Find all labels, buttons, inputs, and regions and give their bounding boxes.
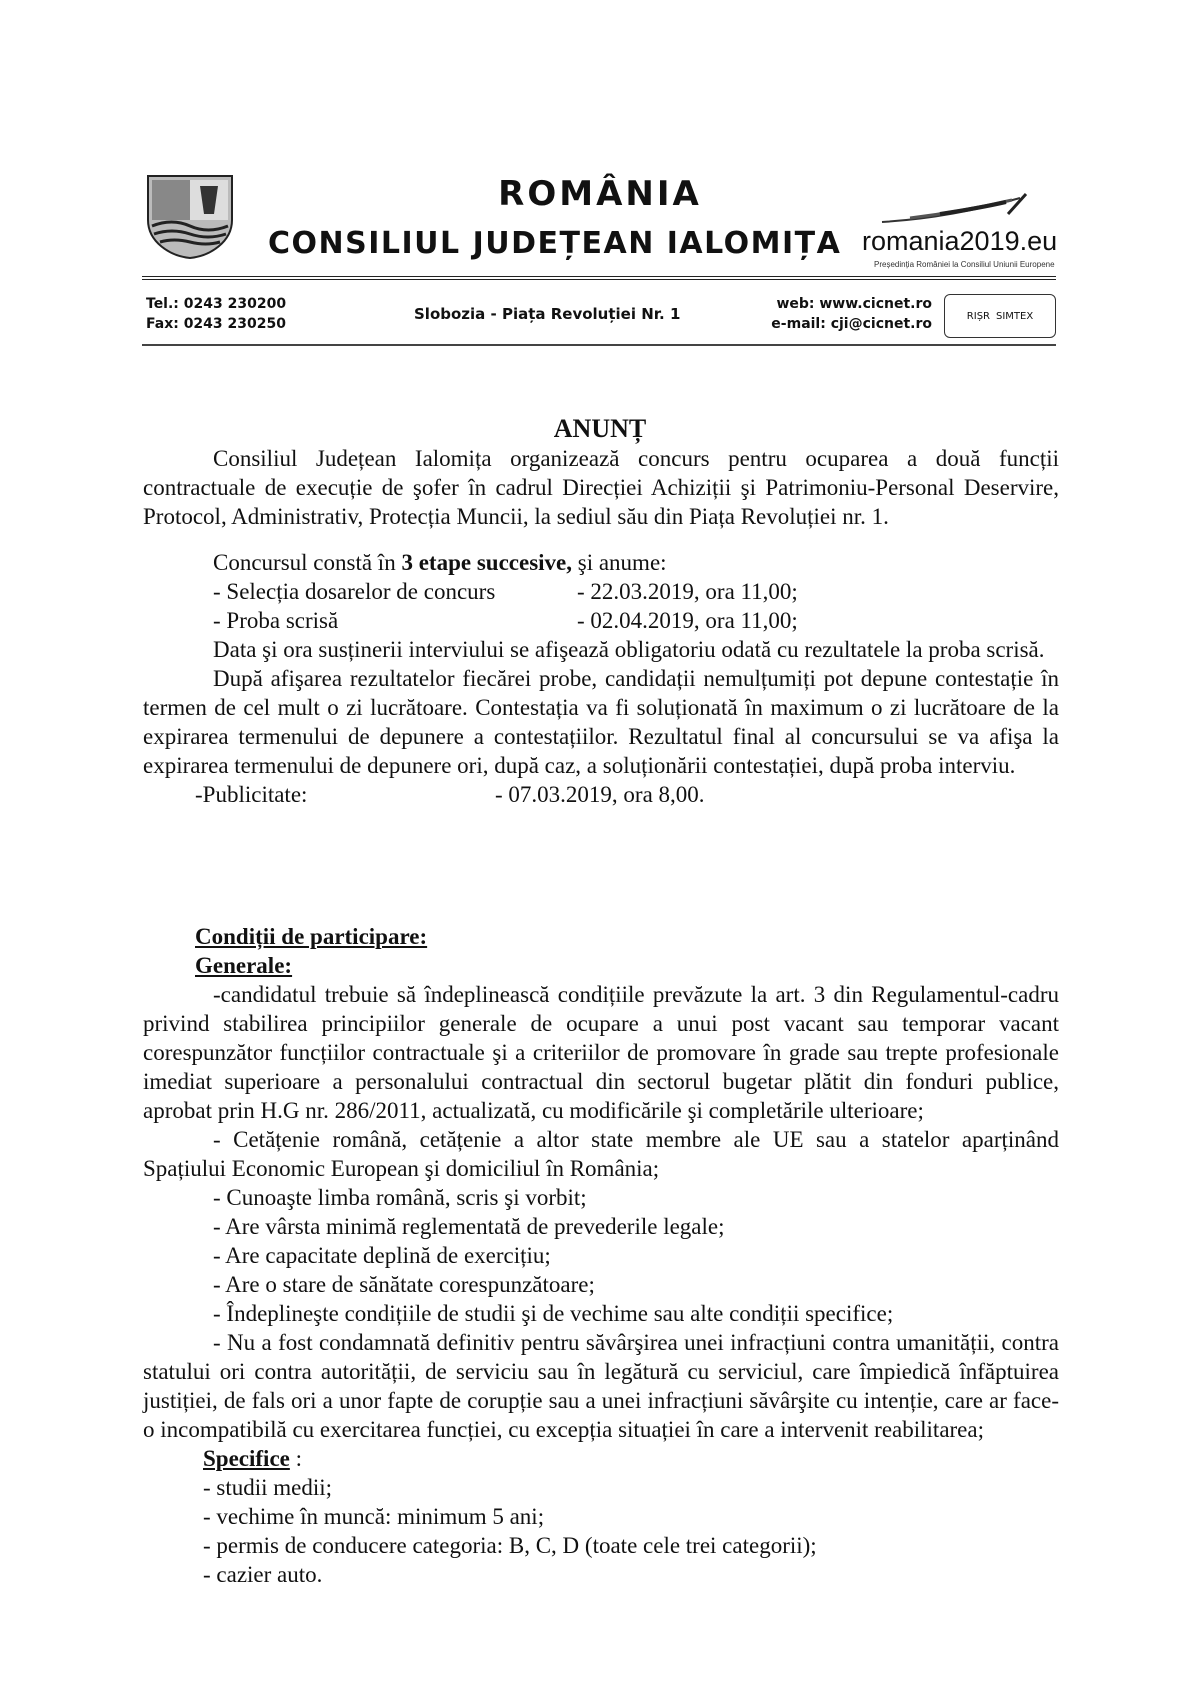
intro-block — [143, 444, 1059, 531]
interview-note: Data şi ora susținerii interviului se afişează obligatoriu odată cu rezultatele la proba scrisă. — [213, 637, 1045, 662]
stages-lead: Concursul constă în 3 etape succesive, şi anume: — [213, 550, 667, 575]
conditions-block — [143, 922, 1059, 1589]
general-condition: - Cetățenie română, cetățenie a altor state membre ale UE sau a statelor aparținând Spațiului Economic European şi domiciliul în România; — [143, 1127, 1059, 1181]
announcement-title: ANUNȚ — [553, 414, 647, 443]
phone-number: Tel.: 0243 230200 — [146, 296, 287, 312]
intro-paragraph: Consiliul Județean Ialomița organizează concurs pentru ocuparea a două funcții contractuale de execuție de şofer în cadrul Direcției Achiziții şi Patrimoniu-Personal Deservire, Protocol, Administrativ, Protecția Muncii, la sediul său din Piața Revoluției nr. 1. — [143, 446, 1059, 529]
phone-fax-block — [146, 294, 286, 334]
fax-number: Fax: 0243 230250 — [146, 316, 286, 332]
stage-date: - 22.03.2019, ora 11,00; — [577, 579, 798, 604]
stage-label: - Proba scrisă — [213, 608, 339, 633]
specific-condition: - cazier auto. — [203, 1562, 323, 1587]
stage-label: - Selecția dosarelor de concurs — [213, 579, 496, 604]
publicity-row — [143, 780, 1059, 809]
stage-date: - 02.04.2019, ora 11,00; — [577, 608, 798, 633]
website: web: www.cicnet.ro — [776, 296, 932, 312]
web-email-block — [762, 294, 932, 334]
specific-condition: - studii medii; — [203, 1475, 333, 1500]
specific-condition: - vechime în muncă: minimum 5 ani; — [203, 1504, 545, 1529]
general-condition: - Cunoaşte limba română, scris şi vorbit; — [213, 1185, 587, 1210]
general-condition: -candidatul trebuie să îndeplinească condițiile prevăzute la art. 3 din Regulamentul-cadru privind stabilirea principiilor generale de ocupare a unui post vacant sau temporar vacant corespunzător funcțiilor contractuale şi a criteriilor de promovare în grade sau trepte profesionale imediat superioare a personalului contractual din sectorul bugetar plătit din fonduri publice, aprobat prin H.G nr. 286/2011, actualizată, cu modificările şi completările ulterioare; — [143, 982, 1059, 1123]
general-condition: - Are capacitate deplină de exercițiu; — [213, 1243, 551, 1268]
specific-heading-line: Specifice : — [203, 1446, 302, 1471]
certification-badge — [944, 294, 1056, 338]
general-condition: - Are vârsta minimă reglementată de prevederile legale; — [213, 1214, 725, 1239]
conditions-heading: Condiții de participare: — [195, 924, 428, 949]
stage-row — [143, 577, 1059, 606]
publicity-date: - 07.03.2019, ora 8,00. — [495, 782, 705, 807]
general-heading: Generale: — [195, 953, 293, 978]
cert-right-label: SIMTEX — [996, 310, 1034, 322]
email: e-mail: cji@cicnet.ro — [771, 316, 932, 332]
general-condition: - Are o stare de sănătate corespunzătoare; — [213, 1272, 595, 1297]
letterhead-rule-top — [142, 276, 1056, 280]
letterhead-country: ROMÂNIA — [498, 174, 702, 214]
cert-left-label: RIȘR — [966, 310, 990, 322]
eu-presidency-site: romania2019.eu — [862, 226, 1058, 256]
address: Slobozia - Piața Revoluției Nr. 1 — [414, 305, 681, 323]
eu-presidency-logo-icon — [880, 192, 1030, 228]
stages-block — [143, 548, 1059, 809]
specific-heading: Specifice — [203, 1446, 290, 1471]
letterhead-council: CONSILIUL JUDEȚEAN IALOMIȚA — [268, 226, 842, 261]
letterhead-rule-bottom — [142, 344, 1056, 346]
appeal-paragraph: După afişarea rezultatelor fiecărei probe, candidații nemulțumiți pot depune contestație în termen de cel mult o zi lucrătoare. Contestația va fi soluționată în maximum o zi lucrătoare de la expirarea termenului de depunere a contestațiilor. Rezultatul final al concursului se va afişa la expirarea termenului de depunere ori, după caz, a soluționării contestației, după proba interviu. — [143, 666, 1059, 778]
specific-condition: - permis de conducere categoria: B, C, D (toate cele trei categorii); — [203, 1533, 817, 1558]
eu-presidency-tagline: Președinția României la Consiliul Uniunii Europene — [874, 260, 1055, 269]
general-condition: - Nu a fost condamnată definitiv pentru săvârşirea unei infracțiuni contra umanității, contra statului ori contra autorității, de serviciu sau în legătură cu serviciul, care împiedică înfăptuirea justiției, de fals ori a unor fapte de corupție sau a unei infracțiuni săvârşite cu intenție, care ar face-o incompatibilă cu exercitarea funcției, cu excepția situației în care a intervenit reabilitarea; — [143, 1330, 1059, 1442]
general-condition: - Îndeplineşte condițiile de studii şi de vechime sau alte condiții specifice; — [213, 1301, 894, 1326]
stage-row — [143, 606, 1059, 635]
publicity-label: -Publicitate: — [195, 782, 308, 807]
